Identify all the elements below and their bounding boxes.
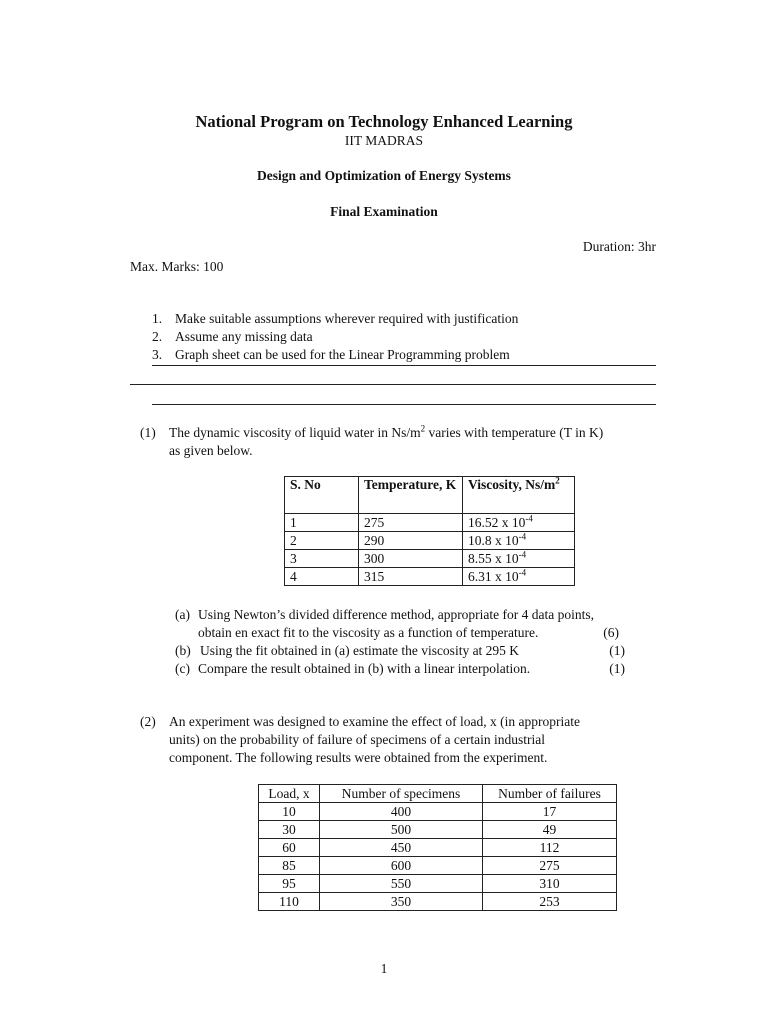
exam-title: Final Examination xyxy=(330,204,438,219)
column-header: Number of specimens xyxy=(320,785,483,803)
table-row: 2 290 10.8 x $10^{-4}$ xyxy=(285,532,575,550)
page-number: 1 xyxy=(380,961,388,976)
divider xyxy=(152,365,656,366)
table-row: 10 400 17 xyxy=(259,803,617,821)
max-marks: Max. Marks: 100 xyxy=(130,259,224,274)
instruction-item: 3. Graph sheet can be used for the Linear Programming problem xyxy=(152,347,510,362)
table-row: 85 600 275 xyxy=(259,857,617,875)
table-header-row xyxy=(259,785,617,803)
page-title: National Program on Technology Enhanced Learning xyxy=(195,112,573,131)
sub-question-b: (b) Using the fit obtained in (a) estimate the viscosity at 295 K (1) xyxy=(175,643,625,658)
table-row: 3 300 8.55 x $10^{-4}$ xyxy=(285,550,575,568)
column-header: Viscosity, $Ns/m^2$ xyxy=(463,477,575,514)
table-row: 95 550 310 xyxy=(259,875,617,893)
duration: Duration: 3hr xyxy=(582,239,656,254)
instruction-item: 2. Assume any missing data xyxy=(152,329,313,344)
load-failure-table xyxy=(258,784,617,911)
column-header: Load, x xyxy=(259,785,320,803)
divider xyxy=(130,384,656,385)
divider xyxy=(152,404,656,405)
course-title: Design and Optimization of Energy Systems xyxy=(257,168,511,183)
table-header-row xyxy=(285,477,575,514)
table-row: 60 450 112 xyxy=(259,839,617,857)
table-row: 4 315 6.31 x $10^{-4}$ xyxy=(285,568,575,586)
instructions-list xyxy=(152,310,656,364)
question-text: The dynamic viscosity of liquid water in $Ns/m^2$ varies with temperature (T in K) as given below. xyxy=(169,423,604,458)
institute-name: IIT MADRAS xyxy=(344,133,424,148)
instruction-item: 1. Make suitable assumptions wherever required with justification xyxy=(152,311,519,326)
viscosity-table xyxy=(284,476,575,586)
column-header: S. No xyxy=(285,477,359,514)
table-row: 1 275 16.52 x $10^{-4}$ xyxy=(285,514,575,532)
question-text: An experiment was designed to examine the effect of load, x (in appropriate units) on the probability of failure of specimens of a certain industrial component. The following results were obtained from the experiment. xyxy=(169,714,580,765)
sub-question-a: (a) Using Newton’s divided difference method, appropriate for 4 data points, obtain en exact fit to the viscosity as a function of temperature. (6) xyxy=(175,607,619,640)
column-header: Number of failures xyxy=(483,785,617,803)
table-row: 110 350 253 xyxy=(259,893,617,911)
question-number: (2) xyxy=(140,714,156,729)
table-row: 30 500 49 xyxy=(259,821,617,839)
column-header: Temperature, K xyxy=(359,477,463,514)
question-number: (1) xyxy=(140,425,156,440)
sub-question-c: (c) Compare the result obtained in (b) with a linear interpolation. (1) xyxy=(175,661,625,676)
